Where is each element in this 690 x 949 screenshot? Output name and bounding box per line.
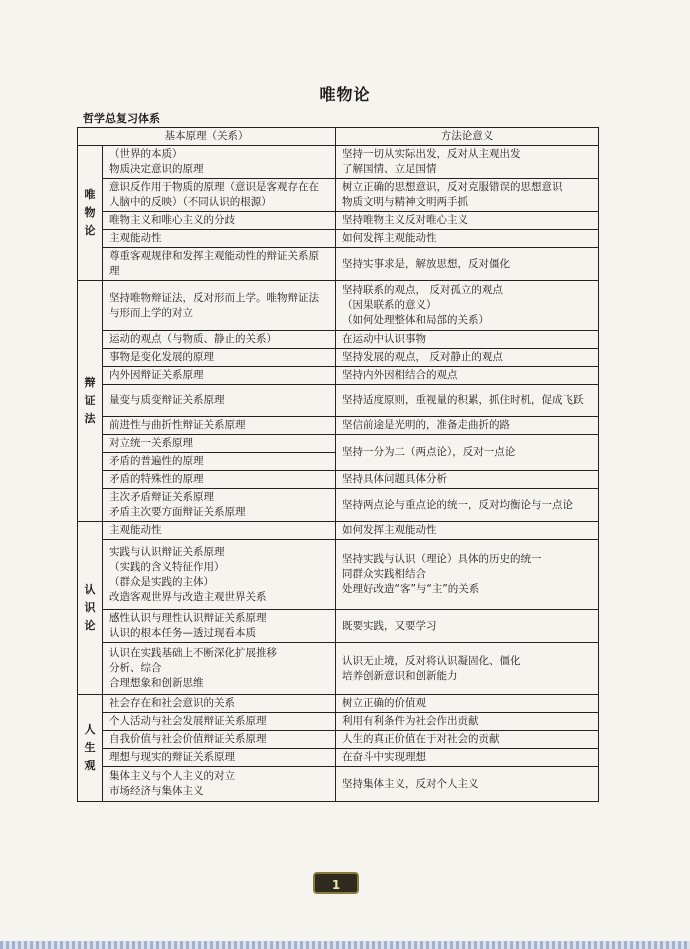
- table-row: [78, 212, 599, 230]
- principle-cell: 矛盾的特殊性的原理: [103, 471, 336, 489]
- table-body: [78, 146, 599, 802]
- table-row: [78, 385, 599, 417]
- section-label: 人 生 观: [78, 695, 103, 802]
- section-label: 认 识 论: [78, 522, 103, 695]
- table-row: [78, 767, 599, 802]
- methodology-cell: 坚持内外因相结合的观点: [336, 367, 599, 385]
- principle-cell: 集体主义与个人主义的对立 市场经济与集体主义: [103, 767, 336, 802]
- table-row: [78, 731, 599, 749]
- principle-cell: 个人活动与社会发展辩证关系原理: [103, 713, 336, 731]
- table-row: [78, 146, 599, 179]
- table-row: [78, 435, 599, 453]
- principle-cell: 理想与现实的辩证关系原理: [103, 749, 336, 767]
- principle-cell: 坚持唯物辩证法，反对形而上学。唯物辩证法与形而上学的对立: [103, 281, 336, 331]
- table-row: [78, 349, 599, 367]
- principle-cell: 实践与认识辩证关系原理 （实践的含义特征作用） （群众是实践的主体） 改造客观世界与改造主观世界关系: [103, 540, 336, 610]
- table-row: [78, 522, 599, 540]
- methodology-cell: 坚持两点论与重点论的统一，反对均衡论与一点论: [336, 489, 599, 522]
- methodology-cell: 坚持联系的观点， 反对孤立的观点 （因果联系的意义） （如何处理整体和局部的关系）: [336, 281, 599, 331]
- header-methodology: 方法论意义: [336, 128, 599, 146]
- methodology-cell: 坚持发展的观点， 反对静止的观点: [336, 349, 599, 367]
- methodology-cell: 如何发挥主观能动性: [336, 522, 599, 540]
- philosophy-review-table: [77, 127, 599, 802]
- methodology-cell: 坚持实践与认识（理论）具体的历史的统一 同群众实践相结合 处理好改造“客”与“主”的关系: [336, 540, 599, 610]
- principle-cell: 量变与质变辩证关系原理: [103, 385, 336, 417]
- table-row: [78, 281, 599, 331]
- principle-cell: （世界的本质） 物质决定意识的原理: [103, 146, 336, 179]
- table-row: [78, 230, 599, 248]
- table-row: [78, 610, 599, 643]
- principle-cell: 尊重客观规律和发挥主观能动性的辩证关系原理: [103, 248, 336, 281]
- table-row: [78, 713, 599, 731]
- methodology-cell: 认识无止境，反对将认识凝固化、僵化 培养创新意识和创新能力: [336, 643, 599, 695]
- section-label: 辩 证 法: [78, 281, 103, 522]
- header-basic-principle: 基本原理（关系）: [78, 128, 336, 146]
- principle-cell: 运动的观点（与物质、静止的关系）: [103, 331, 336, 349]
- table-row: [78, 367, 599, 385]
- page-subtitle: 哲学总复习体系: [83, 112, 160, 125]
- principle-cell: 主次矛盾辩证关系原理 矛盾主次要方面辩证关系原理: [103, 489, 336, 522]
- table-row: [78, 331, 599, 349]
- table-row: [78, 471, 599, 489]
- methodology-cell: 坚持具体问题具体分析: [336, 471, 599, 489]
- principle-cell: 感性认识与理性认识辩证关系原理 认识的根本任务—透过现看本质: [103, 610, 336, 643]
- methodology-cell: 坚持实事求是，解放思想，反对僵化: [336, 248, 599, 281]
- table-row: [78, 417, 599, 435]
- principle-cell: 社会存在和社会意识的关系: [103, 695, 336, 713]
- principle-cell: 矛盾的普遍性的原理: [103, 453, 336, 471]
- methodology-cell: 坚持一切从实际出发，反对从主观出发 了解国情、立足国情: [336, 146, 599, 179]
- methodology-cell: 坚信前途是光明的，准备走曲折的路: [336, 417, 599, 435]
- table-row: [78, 540, 599, 610]
- table-header-row: [78, 128, 599, 146]
- principle-cell: 自我价值与社会价值辩证关系原理: [103, 731, 336, 749]
- methodology-cell: 既要实践，又要学习: [336, 610, 599, 643]
- table-row: [78, 179, 599, 212]
- methodology-cell: 在运动中认识事物: [336, 331, 599, 349]
- principle-cell: 认识在实践基础上不断深化扩展推移 分析、综合 合理想象和创新思维: [103, 643, 336, 695]
- principle-cell: 意识反作用于物质的原理（意识是客观存在在人脑中的反映）（不同认识的根源）: [103, 179, 336, 212]
- methodology-cell: 利用有利条件为社会作出贡献: [336, 713, 599, 731]
- methodology-cell: 树立正确的价值观: [336, 695, 599, 713]
- principle-cell: 主观能动性: [103, 522, 336, 540]
- principle-cell: 内外因辩证关系原理: [103, 367, 336, 385]
- page-number-badge: 1: [313, 872, 359, 894]
- table-row: [78, 695, 599, 713]
- table-row: [78, 643, 599, 695]
- methodology-cell: 在奋斗中实现理想: [336, 749, 599, 767]
- table-row: [78, 248, 599, 281]
- methodology-cell: 坚持唯物主义反对唯心主义: [336, 212, 599, 230]
- methodology-cell: 坚持一分为二（两点论），反对一点论: [336, 435, 599, 471]
- principle-cell: 对立统一关系原理: [103, 435, 336, 453]
- principle-cell: 主观能动性: [103, 230, 336, 248]
- methodology-cell: 人生的真正价值在于对社会的贡献: [336, 731, 599, 749]
- table-row: [78, 749, 599, 767]
- methodology-cell: 树立正确的思想意识，反对克服错误的思想意识 物质文明与精神文明两手抓: [336, 179, 599, 212]
- table-row: [78, 489, 599, 522]
- page-bottom-edge: [0, 941, 690, 949]
- methodology-cell: 坚持集体主义，反对个人主义: [336, 767, 599, 802]
- methodology-cell: 如何发挥主观能动性: [336, 230, 599, 248]
- principle-cell: 唯物主义和唯心主义的分歧: [103, 212, 336, 230]
- principle-cell: 前进性与曲折性辩证关系原理: [103, 417, 336, 435]
- methodology-cell: 坚持适度原则，重视量的积累，抓住时机，促成飞跃: [336, 385, 599, 417]
- section-label: 唯 物 论: [78, 146, 103, 281]
- principle-cell: 事物是变化发展的原理: [103, 349, 336, 367]
- page-title: 唯物论: [319, 85, 371, 104]
